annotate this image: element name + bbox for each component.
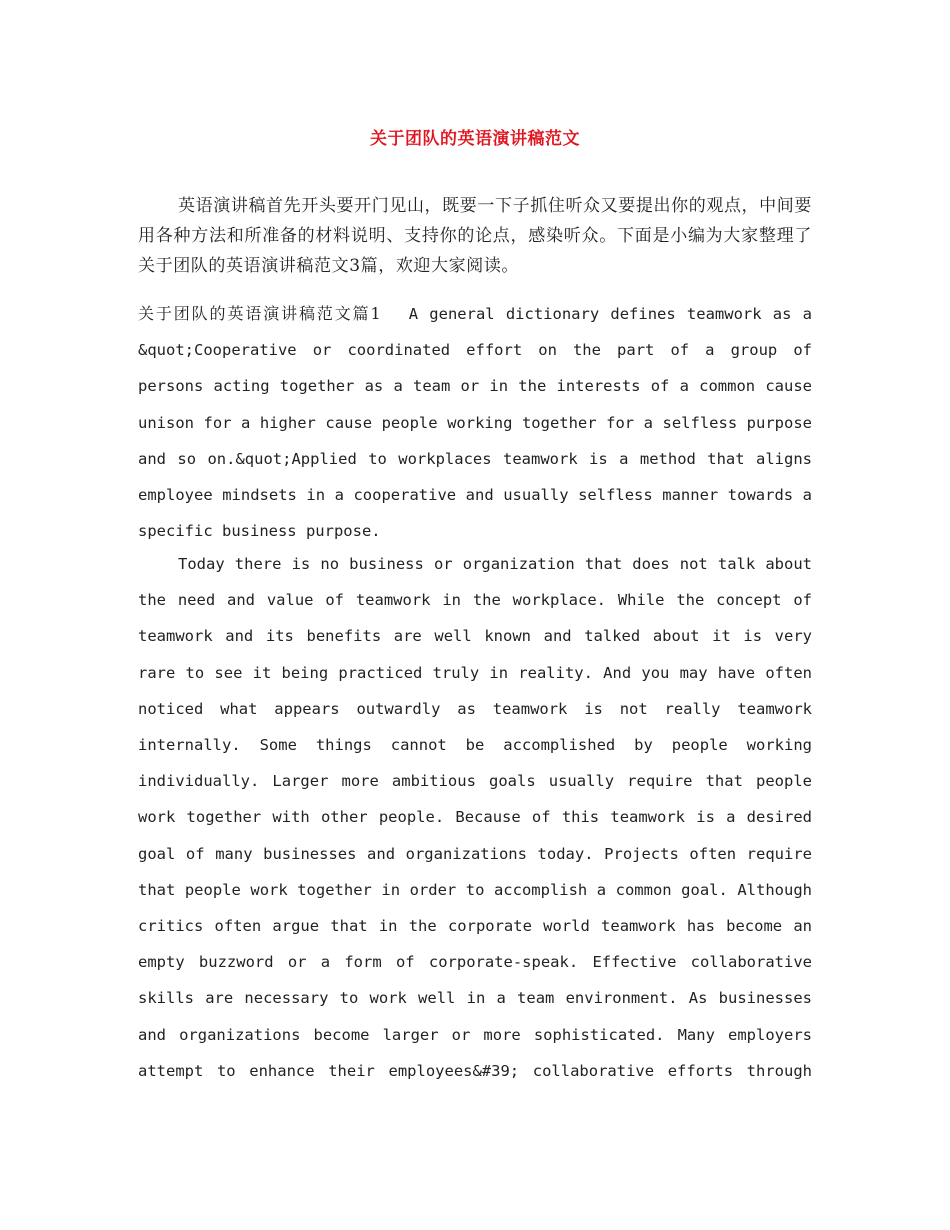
section-1-heading: 关于团队的英语演讲稿范文篇1 [138,304,381,323]
section-1-text: A general dictionary defines teamwork as a &quot;Cooperative or coordinated effort on the part of a group of persons acting together as a team or in the interests of a common cause unison for a higher cause people working together for a selfless purpose and so on.&quot;Applied to workplaces teamwork is a method that aligns employee mindsets in a cooperative and usually selfless manner towards a specific business purpose. [138,305,812,541]
document-title: 关于团队的英语演讲稿范文 [370,129,580,149]
section-1-paragraph [138,296,812,549]
paragraph-2: Today there is no business or organization that does not talk about the need and value of teamwork in the workplace. While the concept of teamwork and its benefits are well known and talked about it is very rare to see it being practiced truly in reality. And you may have often noticed what appears outwardly as teamwork is not really teamwork internally. Some things cannot be accomplished by people working individually. Larger more ambitious goals usually require that people work together with other people. Because of this teamwork is a desired goal of many businesses and organizations today. Projects often require that people work together in order to accomplish a common goal. Although critics often argue that in the corporate world teamwork has become an empty buzzword or a form of corporate-speak. Effective collaborative skills are necessary to work well in a team environment. As businesses and organizations become larger or more sophisticated. Many employers attempt to enhance their employees&#39; collaborative efforts through [138,555,812,1080]
intro-paragraph: 英语演讲稿首先开头要开门见山，既要一下子抓住听众又要提出你的观点，中间要用各种方法和所准备的材料说明、支持你的论点，感染听众。下面是小编为大家整理了关于团队的英语演讲稿范文3篇，欢迎大家阅读。 [138,196,812,276]
